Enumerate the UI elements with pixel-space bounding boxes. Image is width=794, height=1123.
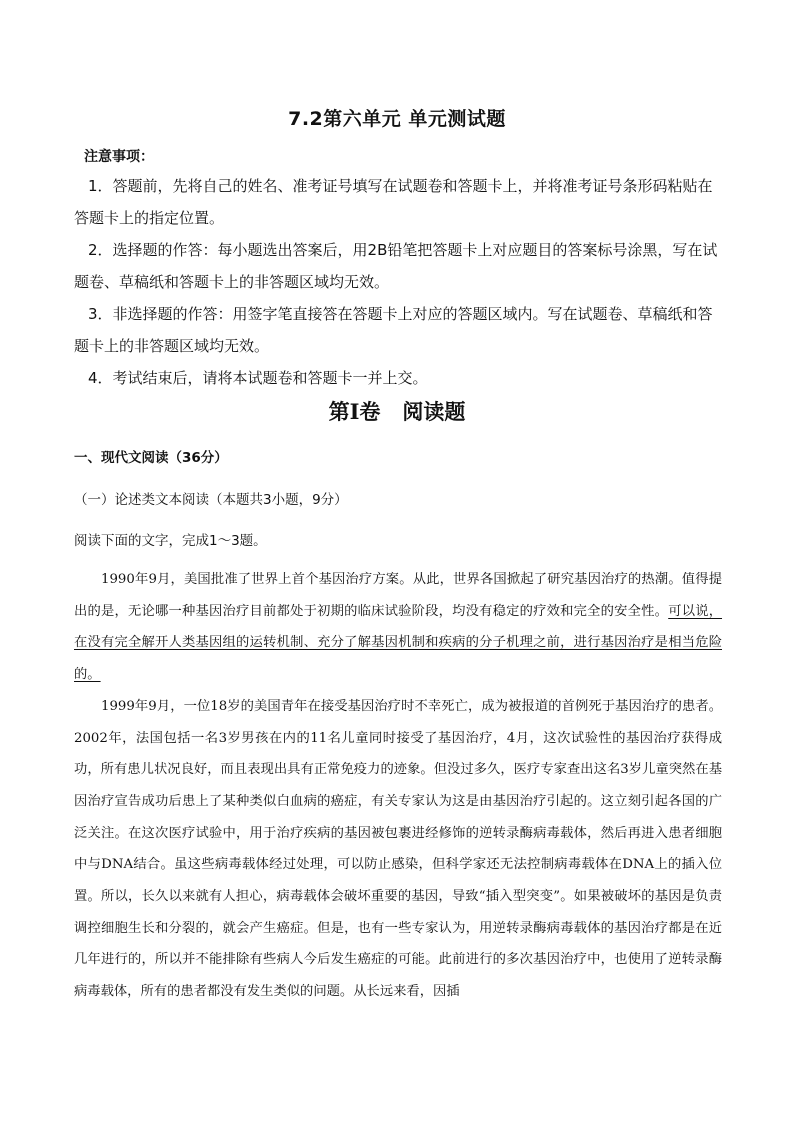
reading-instruction: 阅读下面的文字，完成1～3题。 (74, 533, 267, 549)
notice-list (74, 170, 722, 394)
passage-paragraph-1 (74, 564, 722, 691)
notice-heading: 注意事项： (84, 149, 154, 165)
subsection-heading: （一）论述类文本阅读（本题共3小题，9分） (74, 492, 348, 508)
paragraph-1-text: 1990年9月，美国批准了世界上首个基因治疗方案。从此，世界各国掀起了研究基因治疗的热潮。值得提出的是，无论哪一种基因治疗目前都处于初期的临床试验阶段，均没有稳定的疗效和完全的安全性。 (74, 572, 722, 619)
paragraph-1-underlined: 可以说，在没有完全解开人类基因组的运转机制、充分了解基因机制和疾病的分子机理之前，进行基因治疗是相当危险的。 (74, 603, 723, 683)
volume-title-part1: 第Ⅰ卷 (328, 399, 381, 424)
volume-title (0, 396, 794, 426)
page-title: 7.2第六单元 单元测试题 (288, 108, 506, 130)
notice-item-1: 1．答题前，先将自己的姓名、准考证号填写在试题卷和答题卡上，并将准考证号条形码粘贴在答题卡上的指定位置。 (74, 177, 713, 227)
notice-item-2: 2．选择题的作答：每小题选出答案后，用2B铅笔把答题卡上对应题目的答案标号涂黑，写在试题卷、草稿纸和答题卡上的非答题区域均无效。 (74, 241, 718, 291)
notice-item-4: 4．考试结束后，请将本试题卷和答题卡一并上交。 (88, 369, 428, 387)
passage-paragraph-2: 1999年9月，一位18岁的美国青年在接受基因治疗时不幸死亡，成为被报道的首例死于基因治疗的患者。2002年，法国包括一名3岁男孩在内的11名儿童同时接受了基因治疗，4月，这次试验性的基因治疗获得成功，所有患儿状况良好，而且表现出具有正常免疫力的迹象。但没过多久，医疗专家查出这名3岁儿童突然在基因治疗宣告成功后患上了某种类似白血病的癌症，有关专家认为这是由基因治疗引起的。这立刻引起各国的广泛关注。在这次医疗试验中，用于治疗疾病的基因被包裹进经修饰的逆转录酶病毒载体，然后再进入患者细胞中与DNA结合。虽这些病毒载体经过处理，可以防止感染，但科学家还无法控制病毒载体在DNA上的插入位置。所以，长久以来就有人担心，病毒载体会破坏重要的基因，导致“插入型突变”。如果被破坏的基因是负责调控细胞生长和分裂的，就会产生癌症。但是，也有一些专家认为，用逆转录酶病毒载体的基因治疗都是在近几年进行的，所以并不能排除有些病人今后发生癌症的可能。此前进行的多次基因治疗中，也使用了逆转录酶病毒载体，所有的患者都没有发生类似的问题。从长远来看，因插 (74, 698, 722, 1000)
notice-item-3: 3．非选择题的作答：用签字笔直接答在答题卡上对应的答题区域内。写在试题卷、草稿纸和答题卡上的非答题区域均无效。 (74, 305, 713, 355)
volume-title-part2: 阅读题 (402, 399, 466, 424)
section-heading: 一、现代文阅读（36分） (74, 450, 228, 466)
reading-passage (74, 564, 722, 1008)
